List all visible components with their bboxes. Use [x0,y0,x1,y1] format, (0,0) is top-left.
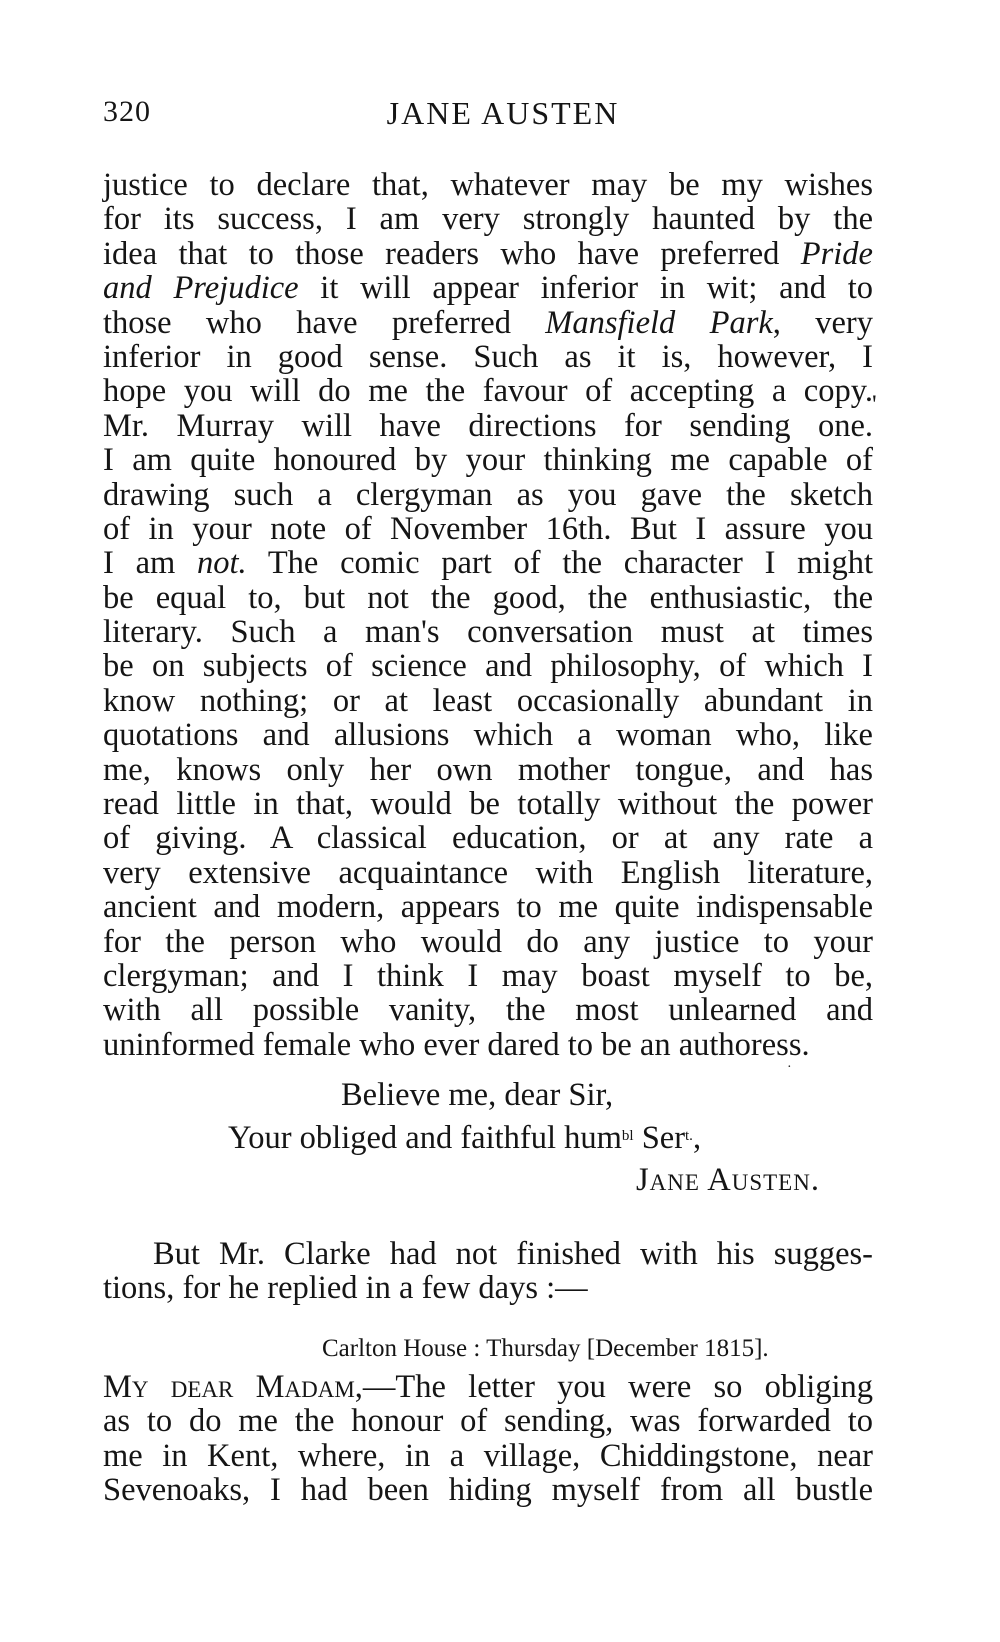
letter-body [103,168,873,1062]
letter-line-16: know nothing; or at least occasionally abundant in [103,682,873,719]
letter-line-10: drawing such a clergyman as you gave the sketch [103,476,873,513]
letter-line-3: idea that to those readers who have preferred Pride [103,235,873,272]
reply-line-1: My dear Madam,—The letter you were so obliging [103,1369,874,1405]
reply-letter-body [103,1370,873,1508]
reply-line-2: as to do me the honour of sending, was forwarded to [103,1403,873,1440]
reply-line-4: Sevenoaks, I had been hiding myself from all bustle [103,1472,873,1509]
letter-line-19: read little in that, would be totally without the power [103,786,873,823]
letter-line-6: inferior in good sense. Such as it is, however, I [103,338,873,375]
letter-signature: Jane Austen. [636,1162,820,1198]
letter-line-9: I am quite honoured by your thinking me capable of [103,442,873,479]
letter-line-21: very extensive acquaintance with English literature, [103,854,873,891]
running-title: JANE AUSTEN [386,95,620,131]
letter-closing: Believe me, dear Sir, [341,1077,614,1113]
narrative-line-1: But Mr. Clarke had not finished with his sugges- [153,1236,873,1272]
letter-line-17: quotations and allusions which a woman who, like [103,717,873,754]
letter-line-26: uninformed female who ever dared to be an authoress. [103,1026,810,1063]
narrative-line-2: tions, for he replied in a few days :— [103,1270,588,1307]
letter-line-8: Mr. Murray will have directions for sending one. [103,407,873,444]
letter-line-20: of giving. A classical education, or at any rate a [103,820,873,857]
letter-line-1: justice to declare that, whatever may be my wishes [103,167,873,203]
page-number: 320 [103,95,151,128]
letter-line-12: I am not. The comic part of the character I might [103,545,873,582]
letter-line-23: for the person who would do any justice to your [103,923,873,960]
letter-line-2: for its success, I am very strongly haunted by the [103,201,873,238]
letter-line-5: those who have preferred Mansfield Park, very [103,304,873,341]
letter-line-15: be on subjects of science and philosophy, of which I [103,648,873,685]
narrative-paragraph [103,1237,873,1306]
reply-line-3: me in Kent, where, in a village, Chiddingstone, near [103,1437,873,1474]
letter-line-18: me, knows only her own mother tongue, and has [103,751,873,788]
reply-salutation: My dear Madam, [103,1369,363,1405]
letter-line-7: hope you will do me the favour of accepting a copy. [103,373,873,410]
letter-line-25: with all possible vanity, the most unlearned and [103,992,873,1029]
page-header [103,95,873,155]
letter-line-4: and Prejudice it will appear inferior in wit; and to [103,270,873,307]
letter-line-14: literary. Such a man's conversation must at times [103,614,873,651]
letter-line-24: clergyman; and I think I may boast myself to be, [103,957,873,994]
reply-dateline: Carlton House : Thursday [December 1815]. [322,1335,769,1362]
letter-line-11: of in your note of November 16th. But I assure you [103,510,873,547]
margin-mark: ' [872,390,877,419]
letter-line-22: ancient and modern, appears to me quite indispensable [103,889,873,926]
stray-dot: · [787,1060,792,1075]
letter-line-13: be equal to, but not the good, the enthusiastic, the [103,579,873,616]
letter-closing-line-2: Your obliged and faithful hum$^{bl}$ Ser$^{t.}$, [228,1120,702,1156]
